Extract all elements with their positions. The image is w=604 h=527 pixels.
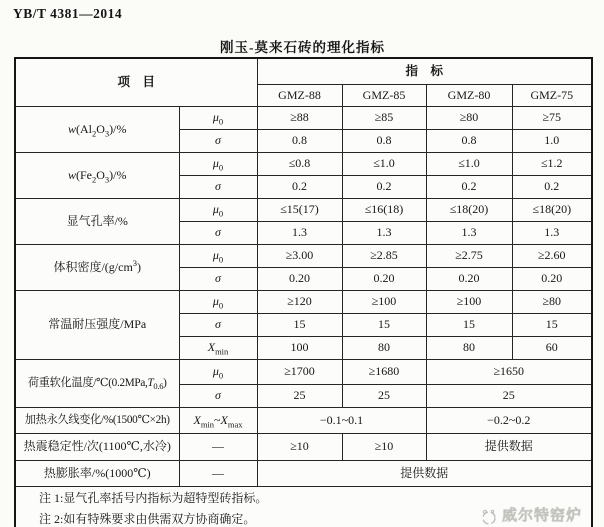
stat-symbol-cell: σ xyxy=(179,176,257,199)
watermark-text: 威尔特窑炉 xyxy=(502,508,583,525)
item-label-cell: $w(Al_2O_3)/\%$ xyxy=(15,107,179,153)
value-cell: 1.3 xyxy=(512,222,592,245)
value-cell: 0.20 xyxy=(426,268,512,291)
watermark xyxy=(480,508,582,526)
item-label-cell: 荷重软化温度$/℃(0.2MPa,T_{0.6})$ xyxy=(15,360,179,408)
item-label-cell: 加热永久线变化/%(1500℃×2h) xyxy=(15,408,179,434)
stat-symbol-cell: — xyxy=(179,461,257,487)
value-cell: 100 xyxy=(257,337,342,360)
stat-symbol-cell: σ xyxy=(179,268,257,291)
value-cell: 25 xyxy=(342,385,426,408)
stat-symbol-cell: $\mu_0$ xyxy=(179,107,257,130)
value-cell: 60 xyxy=(512,337,592,360)
value-cell: 0.20 xyxy=(512,268,592,291)
value-cell: 80 xyxy=(426,337,512,360)
item-label-cell: 常温耐压强度/MPa xyxy=(15,291,179,360)
value-cell: 0.20 xyxy=(257,268,342,291)
notes-cell xyxy=(15,487,592,527)
value-cell: ≥100 xyxy=(342,291,426,314)
item-label-cell: 体积密度$/(g/cm^3)$ xyxy=(15,245,179,291)
value-cell: ≤1.0 xyxy=(342,153,426,176)
value-cell: 0.20 xyxy=(342,268,426,291)
grade-header-cell: GMZ-75 xyxy=(512,85,592,107)
value-cell: 15 xyxy=(342,314,426,337)
value-cell: ≥2.60 xyxy=(512,245,592,268)
value-cell: ≤15(17) xyxy=(257,199,342,222)
spec-table xyxy=(14,57,593,527)
stat-symbol-cell: $\mu_0$ xyxy=(179,245,257,268)
value-cell: 0.8 xyxy=(426,130,512,153)
value-cell: ≥2.85 xyxy=(342,245,426,268)
stat-symbol-cell: $\mu_0$ xyxy=(179,291,257,314)
value-cell: ≤18(20) xyxy=(512,199,592,222)
stat-symbol-cell: $\mu_0$ xyxy=(179,360,257,385)
table-title: 刚玉-莫来石砖的理化指标 xyxy=(220,40,385,55)
value-cell: ≥85 xyxy=(342,107,426,130)
stat-symbol-cell: $X_{min}$ xyxy=(179,337,257,360)
value-cell: ≥80 xyxy=(512,291,592,314)
value-cell: 提供数据 xyxy=(257,461,592,487)
note-line: 注 2:如有特殊要求由供需双方协商确定。 xyxy=(39,512,256,526)
value-cell: 1.0 xyxy=(512,130,592,153)
item-label-cell: 热震稳定性/次(1100℃,水冷) xyxy=(15,434,179,461)
grade-header-cell: GMZ-80 xyxy=(426,85,512,107)
value-cell: 提供数据 xyxy=(426,434,592,461)
grade-header-cell: GMZ-88 xyxy=(257,85,342,107)
stat-symbol-cell: $\mu_0$ xyxy=(179,153,257,176)
value-cell: 15 xyxy=(257,314,342,337)
value-cell: ≥80 xyxy=(426,107,512,130)
value-cell: 80 xyxy=(342,337,426,360)
value-cell: 0.2 xyxy=(512,176,592,199)
value-cell: ≥1680 xyxy=(342,360,426,385)
value-cell: ≥3.00 xyxy=(257,245,342,268)
value-cell: 0.2 xyxy=(257,176,342,199)
value-cell: 1.3 xyxy=(342,222,426,245)
value-cell: ≤16(18) xyxy=(342,199,426,222)
value-cell: ≤1.2 xyxy=(512,153,592,176)
value-cell: 1.3 xyxy=(257,222,342,245)
value-cell: ≥1650 xyxy=(426,360,592,385)
value-cell: ≥75 xyxy=(512,107,592,130)
value-cell: 15 xyxy=(426,314,512,337)
value-cell: ≤18(20) xyxy=(426,199,512,222)
stat-symbol-cell: — xyxy=(179,434,257,461)
stat-symbol-cell: $X_{min}\sim X_{max}$ xyxy=(179,408,257,434)
value-cell: 0.8 xyxy=(257,130,342,153)
corner-cell: 项 目 xyxy=(15,58,257,107)
value-cell: −0.2~0.2 xyxy=(426,408,592,434)
value-cell: 25 xyxy=(426,385,592,408)
value-cell: ≥10 xyxy=(342,434,426,461)
value-cell: 15 xyxy=(512,314,592,337)
value-cell: ≥120 xyxy=(257,291,342,314)
indicator-header-cell: 指 标 xyxy=(257,58,592,85)
value-cell: 1.3 xyxy=(426,222,512,245)
value-cell: 0.2 xyxy=(426,176,512,199)
stat-symbol-cell: σ xyxy=(179,130,257,153)
note-line: 注 1:显气孔率括号内指标为超特型砖指标。 xyxy=(39,491,268,505)
value-cell: ≤0.8 xyxy=(257,153,342,176)
value-cell: ≤1.0 xyxy=(426,153,512,176)
stat-symbol-cell: $\mu_0$ xyxy=(179,199,257,222)
value-cell: ≥2.75 xyxy=(426,245,512,268)
item-label-cell: $w(Fe_2O_3)/\%$ xyxy=(15,153,179,199)
item-label-cell: 热膨胀率/%(1000℃) xyxy=(15,461,179,487)
item-label-cell: 显气孔率/% xyxy=(15,199,179,245)
value-cell: 0.8 xyxy=(342,130,426,153)
doc-number: YB/T 4381—2014 xyxy=(13,6,123,21)
value-cell: −0.1~0.1 xyxy=(257,408,426,434)
stat-symbol-cell: σ xyxy=(179,314,257,337)
value-cell: ≥88 xyxy=(257,107,342,130)
value-cell: ≥100 xyxy=(426,291,512,314)
kiln-logo-icon xyxy=(480,508,498,526)
stat-symbol-cell: σ xyxy=(179,222,257,245)
value-cell: 0.2 xyxy=(342,176,426,199)
value-cell: 25 xyxy=(257,385,342,408)
stat-symbol-cell: σ xyxy=(179,385,257,408)
grade-header-cell: GMZ-85 xyxy=(342,85,426,107)
value-cell: ≥10 xyxy=(257,434,342,461)
value-cell: ≥1700 xyxy=(257,360,342,385)
